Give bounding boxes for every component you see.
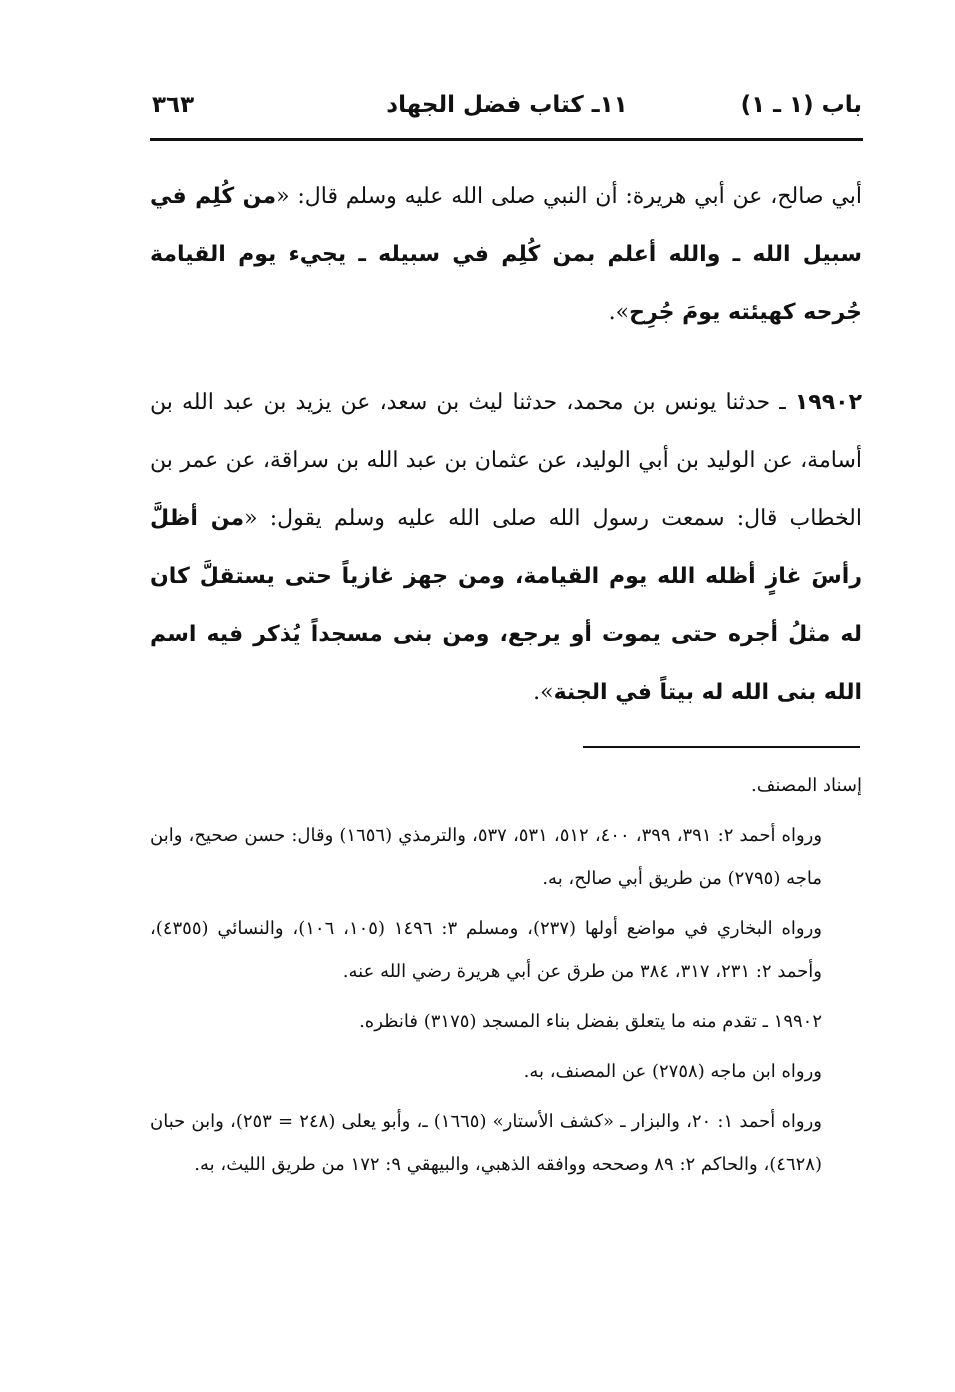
footnote-line: ١٩٩٠٢ ـ تقدم منه ما يتعلق بفضل بناء المسجد (٣١٧٥) فانظره. [359,1011,822,1032]
hadith-number: ١٩٩٠٢ [794,390,862,415]
footnote-line: إسناد المصنف. [750,775,862,796]
hadith-matn: من أظلَّ رأسَ غازٍ أظله الله يوم القيامة، ومن جهز غازياً حتى يستقلَّ كان له مثلُ أجره حتى يموت أو يرجع، ومن بنى مسجداً يُذكر فيه اسم الله بنى الله له بيتاً في الجنة [150,506,862,705]
quote-close: ». [533,680,554,705]
chapter-label: باب (١ ـ ١) [740,92,862,118]
hadith-matn: من كُلِم في سبيل الله ـ والله أعلم بمن كُلِم في سبيله ـ يجيء يوم القيامة جُرحه كهيئته يومَ جُرِح [150,184,862,325]
footnotes [150,764,862,1193]
footnote-line: ورواه البخاري في مواضع أولها (٢٣٧)، ومسلم ٣: ١٤٩٦ (١٠٥، ١٠٦)، والنسائي (٤٣٥٥)، وأحمد ٢: ٢٣١، ٣١٧، ٣٨٤ من طرق عن أبي هريرة رضي الله عنه. [150,918,822,982]
hadith-isnad-tail: أبي صالح، عن أبي هريرة: أن النبي صلى الله عليه وسلم قال: « [276,184,862,209]
footnote-line: ورواه أحمد ٢: ٣٩١، ٣٩٩، ٤٠٠، ٥١٢، ٥٣١، ٥٣٧، والترمذي (١٦٥٦) وقال: حسن صحيح، وابن ماجه (٢٧٩٥) من طريق أبي صالح، به. [150,825,823,889]
footnote-line: ورواه ابن ماجه (٢٧٥٨) عن المصنف، به. [523,1061,822,1082]
header-divider [150,138,863,141]
paragraph-gap [150,342,862,374]
book-title: ١١ـ كتاب فضل الجهاد [386,92,628,118]
running-header [152,92,862,132]
hadith-continuation [150,168,862,342]
main-text [150,168,862,722]
footnote-line: ورواه أحمد ١: ٢٠، والبزار ـ «كشف الأستار» (١٦٦٥) ـ، وأبو يعلى (٢٤٨ = ٢٥٣)، وابن حبان (٤٦٢٨)، والحاكم ٢: ٨٩ وصححه ووافقه الذهبي، والبيهقي ٩: ١٧٢ من طريق الليث، به. [150,1111,822,1175]
page-number: ٣٦٣ [152,92,195,118]
hadith-19902 [150,374,862,722]
footnote-divider [583,746,860,748]
quote-close: ». [608,300,630,325]
hadith-isnad: ـ حدثنا يونس بن محمد، حدثنا ليث بن سعد، عن يزيد بن عبد الله بن أسامة، عن الوليد بن أبي الوليد، عن عثمان بن عبد الله بن سراقة، عن عمر بن الخطاب قال: سمعت رسول الله صلى الله عليه وسلم يقول: « [150,390,862,531]
